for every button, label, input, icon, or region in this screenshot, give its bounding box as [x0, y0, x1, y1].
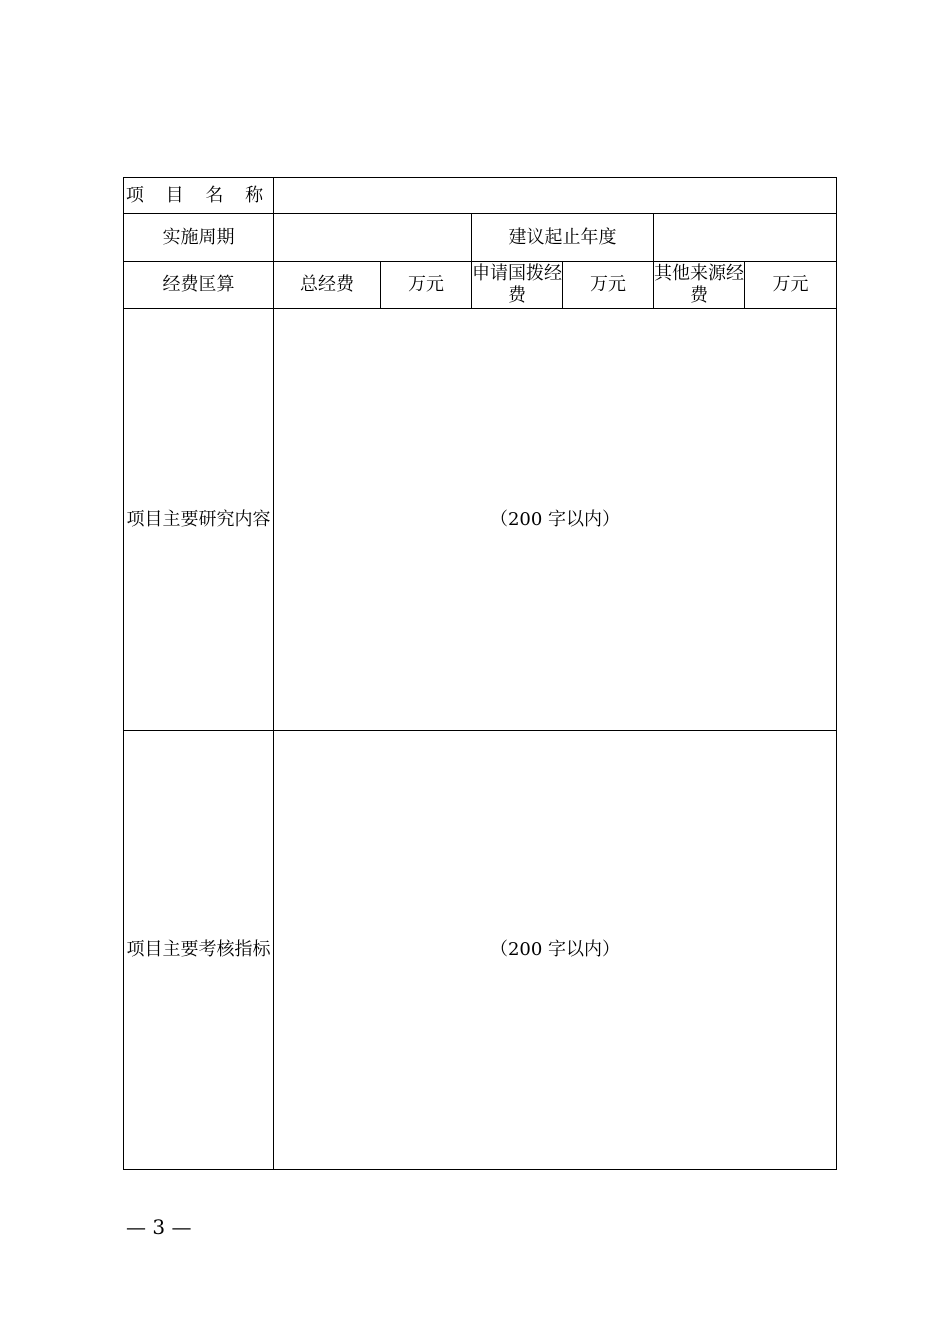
period-label: 实施周期	[124, 214, 274, 262]
research-content-row	[124, 309, 837, 731]
period-field[interactable]	[274, 214, 472, 262]
assessment-indicators-label: 项目主要考核指标	[124, 731, 274, 1170]
page-number: — 3 —	[126, 1215, 192, 1239]
other-funding-unit-field[interactable]: 万元	[745, 262, 837, 309]
research-content-label: 项目主要研究内容	[124, 309, 274, 731]
total-budget-label: 总经费	[274, 262, 381, 309]
project-name-label: 项 目 名 称	[124, 178, 274, 214]
total-budget-unit-field[interactable]: 万元	[381, 262, 472, 309]
period-row	[124, 214, 837, 262]
national-funding-unit-field[interactable]: 万元	[563, 262, 654, 309]
research-content-field[interactable]: （200 字以内）	[274, 309, 837, 731]
assessment-indicators-field[interactable]: （200 字以内）	[274, 731, 837, 1170]
years-label: 建议起止年度	[472, 214, 654, 262]
assessment-indicators-row	[124, 731, 837, 1170]
project-form-table	[123, 177, 837, 1170]
budget-row	[124, 262, 837, 309]
budget-label: 经费匡算	[124, 262, 274, 309]
other-funding-label: 其他来源经费	[654, 262, 745, 309]
project-name-field[interactable]	[274, 178, 837, 214]
project-name-row	[124, 178, 837, 214]
national-funding-label: 申请国拨经费	[472, 262, 563, 309]
years-field[interactable]	[654, 214, 837, 262]
